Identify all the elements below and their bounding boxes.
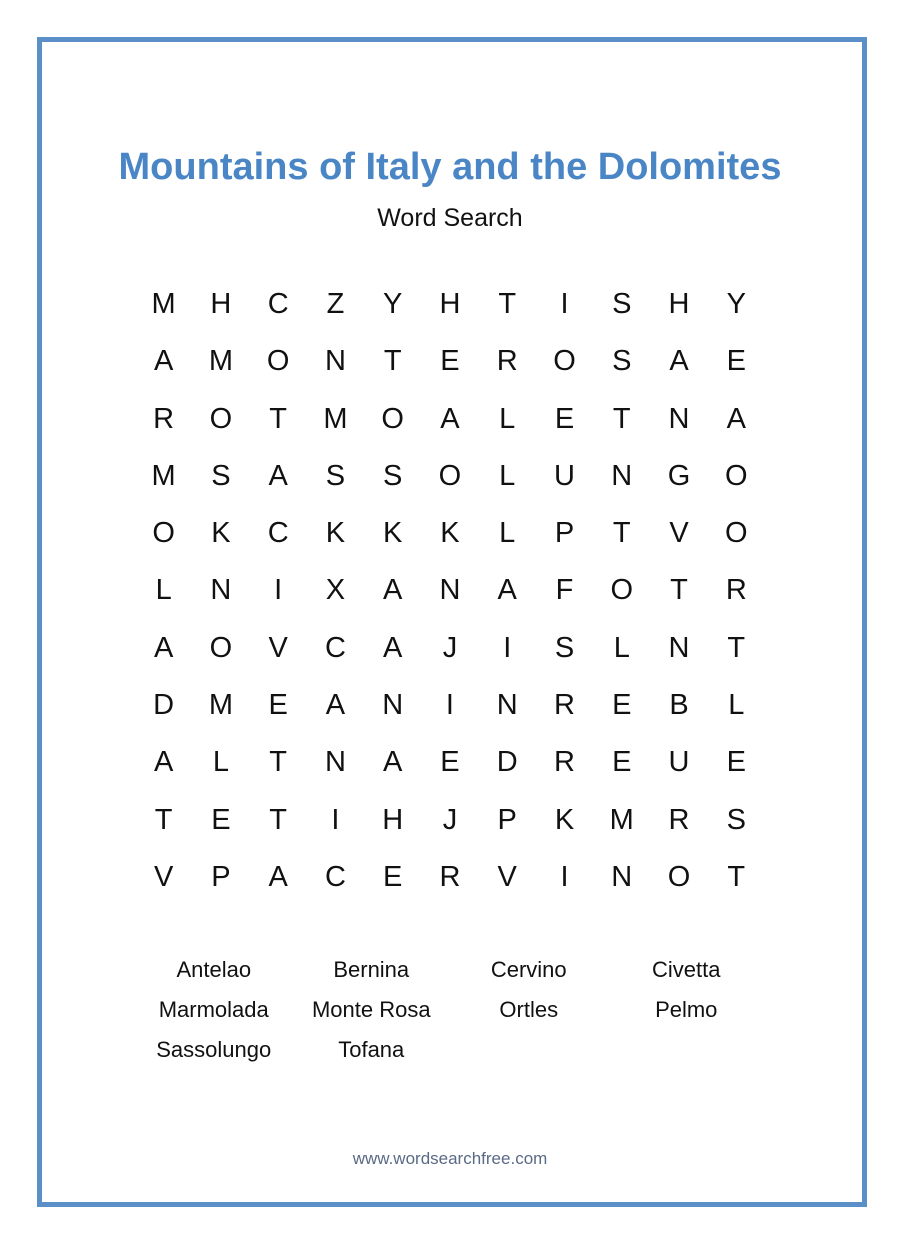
grid-letter: O — [725, 517, 748, 550]
grid-letter: K — [211, 517, 231, 550]
grid-letter: N — [611, 860, 633, 893]
grid-letter: N — [324, 746, 346, 779]
grid-letter: V — [497, 860, 517, 893]
grid-letter: A — [325, 689, 346, 722]
grid-letter: I — [331, 803, 340, 836]
grid-letter: G — [667, 459, 691, 492]
grid-letter: E — [554, 402, 575, 435]
grid-letter: K — [554, 803, 575, 836]
grid-letter: U — [554, 459, 575, 492]
grid-letter: A — [440, 402, 460, 435]
grid-letter: X — [325, 574, 346, 607]
grid-letter: A — [268, 860, 288, 893]
grid-letter: A — [383, 574, 403, 607]
grid-letter: O — [209, 631, 233, 664]
word-list-item: Monte Rosa — [311, 997, 431, 1022]
grid-letter: K — [440, 517, 460, 550]
grid-letter: O — [667, 860, 691, 893]
grid-letter: P — [211, 860, 231, 893]
word-list-row — [135, 950, 765, 990]
grid-row — [135, 333, 765, 390]
grid-row — [135, 734, 765, 791]
grid-letter: S — [612, 345, 632, 378]
grid-letter: T — [269, 803, 288, 836]
grid-letter: P — [497, 803, 517, 836]
grid-letter: T — [154, 803, 173, 836]
grid-letter: L — [499, 459, 516, 492]
footer-url: www.wordsearchfree.com — [352, 1149, 548, 1168]
grid-letter: E — [383, 860, 403, 893]
grid-letter: N — [324, 345, 346, 378]
grid-letter: D — [496, 746, 518, 779]
word-list-item: Cervino — [490, 957, 567, 982]
grid-letter: A — [153, 631, 174, 664]
grid-letter: E — [268, 689, 288, 722]
grid-letter: R — [668, 803, 690, 836]
grid-letter: A — [153, 345, 174, 378]
grid-row — [135, 276, 765, 333]
grid-letter: S — [325, 459, 346, 492]
grid-letter: L — [499, 402, 516, 435]
grid-letter: I — [560, 860, 569, 893]
grid-letter: C — [324, 860, 346, 893]
grid-row — [135, 849, 765, 906]
grid-letter: B — [669, 689, 689, 722]
grid-row — [135, 562, 765, 619]
letter-grid — [135, 276, 765, 906]
grid-letter: A — [268, 459, 288, 492]
grid-letter: K — [383, 517, 403, 550]
word-list-item: Civetta — [652, 957, 721, 982]
grid-letter: I — [445, 689, 454, 722]
grid-letter: O — [553, 345, 576, 378]
grid-letter: A — [153, 746, 174, 779]
grid-letter: C — [267, 517, 289, 550]
grid-letter: V — [669, 517, 689, 550]
grid-letter: H — [210, 288, 232, 320]
grid-letter: N — [668, 402, 690, 435]
word-list-item: Sassolungo — [156, 1037, 272, 1062]
page-subtitle: Word Search — [377, 204, 523, 232]
grid-letter: C — [267, 288, 289, 320]
grid-letter: L — [728, 689, 745, 722]
word-list-item: Bernina — [333, 957, 410, 982]
grid-row — [135, 505, 765, 562]
grid-letter: R — [725, 574, 747, 607]
grid-letter: H — [439, 288, 461, 320]
grid-letter: H — [382, 803, 404, 836]
grid-letter: M — [151, 459, 176, 492]
grid-letter: R — [439, 860, 461, 893]
grid-letter: T — [670, 574, 688, 607]
word-list-item: Marmolada — [158, 997, 269, 1022]
word-list-row — [135, 1030, 765, 1070]
grid-letter: E — [440, 345, 460, 378]
grid-row — [135, 792, 765, 849]
word-list-item: Pelmo — [655, 997, 718, 1022]
grid-row — [135, 677, 765, 734]
grid-row — [135, 448, 765, 505]
grid-letter: O — [725, 459, 748, 492]
grid-letter: O — [381, 402, 404, 435]
grid-letter: N — [210, 574, 232, 607]
grid-letter: N — [668, 631, 690, 664]
grid-letter: T — [612, 402, 631, 435]
grid-letter: J — [442, 803, 458, 836]
grid-letter: A — [383, 631, 403, 664]
grid-letter: C — [324, 631, 346, 664]
grid-letter: T — [269, 402, 288, 435]
word-list-row — [135, 990, 765, 1030]
page-title: Mountains of Italy and the Dolomites — [118, 146, 782, 188]
grid-letter: O — [610, 574, 634, 607]
grid-letter: Y — [726, 288, 746, 320]
grid-letter: E — [211, 803, 231, 836]
grid-letter: N — [496, 689, 518, 722]
grid-letter: T — [612, 517, 631, 550]
grid-letter: T — [727, 631, 746, 664]
grid-letter: R — [153, 402, 175, 435]
grid-letter: H — [668, 288, 690, 320]
grid-letter: A — [497, 574, 517, 607]
grid-letter: R — [496, 345, 518, 378]
grid-letter: O — [266, 345, 290, 378]
grid-letter: R — [554, 689, 575, 722]
grid-letter: E — [612, 689, 632, 722]
grid-row — [135, 391, 765, 448]
grid-letter: A — [383, 746, 403, 779]
grid-letter: O — [438, 459, 462, 492]
grid-letter: T — [269, 746, 288, 779]
grid-letter: S — [554, 631, 575, 664]
grid-letter: P — [554, 517, 575, 550]
grid-letter: V — [268, 631, 288, 664]
grid-letter: L — [155, 574, 172, 607]
grid-letter: S — [726, 803, 746, 836]
grid-letter: L — [613, 631, 630, 664]
grid-letter: E — [726, 345, 746, 378]
grid-letter: N — [382, 689, 404, 722]
grid-letter: U — [668, 746, 690, 779]
grid-letter: N — [611, 459, 633, 492]
grid-letter: I — [503, 631, 512, 664]
grid-letter: S — [383, 459, 403, 492]
grid-letter: K — [325, 517, 346, 550]
grid-letter: O — [209, 402, 233, 435]
grid-letter: A — [726, 402, 746, 435]
grid-letter: S — [211, 459, 231, 492]
grid-letter: N — [439, 574, 461, 607]
grid-letter: Z — [326, 288, 345, 320]
word-list — [135, 950, 765, 1070]
grid-letter: T — [727, 860, 746, 893]
grid-letter: I — [560, 288, 569, 320]
grid-letter: J — [442, 631, 458, 664]
grid-letter: M — [323, 402, 348, 435]
grid-letter: M — [609, 803, 634, 836]
grid-letter: M — [151, 288, 176, 320]
grid-letter: D — [153, 689, 175, 722]
word-list-item: Ortles — [499, 997, 559, 1022]
grid-letter: O — [152, 517, 175, 550]
grid-letter: Y — [383, 288, 403, 320]
grid-letter: E — [440, 746, 460, 779]
grid-letter: S — [612, 288, 632, 320]
grid-letter: L — [499, 517, 516, 550]
grid-letter: F — [555, 574, 574, 607]
grid-letter: M — [208, 345, 233, 378]
grid-letter: M — [208, 689, 233, 722]
grid-letter: L — [212, 746, 229, 779]
grid-letter: V — [153, 860, 174, 893]
grid-letter: E — [612, 746, 632, 779]
grid-letter: I — [274, 574, 283, 607]
grid-letter: T — [498, 288, 517, 320]
word-list-item: Tofana — [338, 1037, 405, 1062]
grid-row — [135, 620, 765, 677]
word-list-item: Antelao — [176, 957, 252, 982]
grid-letter: E — [726, 746, 746, 779]
grid-letter: A — [669, 345, 689, 378]
grid-letter: R — [554, 746, 575, 779]
grid-letter: T — [383, 345, 402, 378]
